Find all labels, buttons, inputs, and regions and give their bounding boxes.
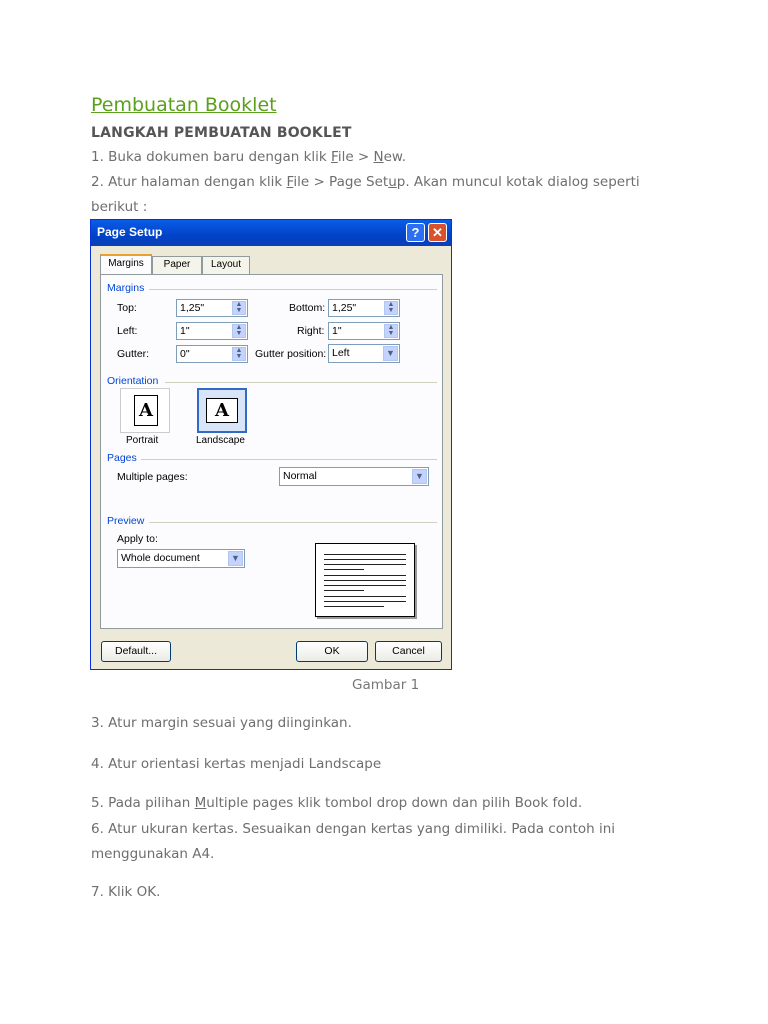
- landscape-label: Landscape: [196, 435, 245, 446]
- spinner-icon[interactable]: ▲ ▼: [232, 324, 246, 338]
- margins-divider: [149, 289, 437, 290]
- pages-group-label: Pages: [107, 452, 137, 464]
- preview-line: [324, 554, 406, 555]
- step-7: 7. Klik OK.: [91, 884, 161, 900]
- gutter-label: Gutter:: [117, 348, 150, 360]
- multiple-pages-label: Multiple pages:: [117, 471, 188, 483]
- preview-divider: [149, 522, 437, 523]
- default-button[interactable]: Default...: [101, 641, 171, 662]
- preview-line: [324, 569, 364, 570]
- preview-line: [324, 580, 406, 581]
- tab-layout[interactable]: Layout: [202, 256, 250, 274]
- multiple-pages-select[interactable]: Normal ▼: [279, 467, 429, 486]
- spinner-icon[interactable]: ▲ ▼: [232, 301, 246, 315]
- right-label: Right:: [297, 325, 325, 337]
- tab-margins[interactable]: Margins: [100, 254, 152, 275]
- preview-line: [324, 601, 406, 602]
- apply-to-select[interactable]: Whole document ▼: [117, 549, 245, 568]
- left-input[interactable]: 1" ▲ ▼: [176, 322, 248, 340]
- step-6: 6. Atur ukuran kertas. Sesuaikan dengan kertas yang dimiliki. Pada contoh ini menggunakan A4.: [91, 821, 616, 862]
- article-subheading: LANGKAH PEMBUATAN BOOKLET: [91, 125, 352, 141]
- portrait-option[interactable]: [120, 388, 170, 433]
- apply-to-label: Apply to:: [117, 533, 158, 545]
- close-icon[interactable]: ✕: [428, 223, 447, 242]
- ok-button[interactable]: OK: [296, 641, 368, 662]
- preview-line: [324, 585, 406, 586]
- preview-line: [324, 596, 406, 597]
- step-3: 3. Atur margin sesuai yang diinginkan.: [91, 715, 352, 731]
- right-input[interactable]: 1" ▲ ▼: [328, 322, 400, 340]
- dialog-titlebar: [91, 220, 451, 246]
- preview-group-label: Preview: [107, 515, 145, 527]
- orientation-divider: [165, 382, 437, 383]
- tab-paper[interactable]: Paper: [152, 256, 202, 274]
- spinner-icon[interactable]: ▲ ▼: [384, 301, 398, 315]
- gutter-position-label: Gutter position:: [255, 348, 327, 360]
- preview-line: [324, 606, 384, 607]
- chevron-down-icon[interactable]: ▼: [383, 346, 398, 361]
- gutter-input[interactable]: 0" ▲ ▼: [176, 345, 248, 363]
- step-5: 5. Pada pilihan Multiple pages klik tombol drop down dan pilih Book fold.: [91, 795, 583, 811]
- chevron-down-icon[interactable]: ▼: [412, 469, 427, 484]
- figure-caption: Gambar 1: [352, 677, 420, 693]
- landscape-option[interactable]: [197, 388, 247, 433]
- step-1: 1. Buka dokumen baru dengan klik File > New.: [91, 149, 407, 165]
- orientation-group-label: Orientation: [107, 375, 159, 387]
- page-setup-dialog: [90, 219, 452, 670]
- landscape-page-icon: A: [206, 398, 238, 423]
- pages-divider: [141, 459, 437, 460]
- top-input[interactable]: 1,25" ▲ ▼: [176, 299, 248, 317]
- chevron-down-icon[interactable]: ▼: [228, 551, 243, 566]
- spinner-icon[interactable]: ▲ ▼: [232, 347, 246, 361]
- portrait-page-icon: A: [134, 395, 158, 426]
- preview-thumbnail: [315, 543, 415, 617]
- cancel-button[interactable]: Cancel: [375, 641, 442, 662]
- step-2: 2. Atur halaman dengan klik File > Page Setup. Akan muncul kotak dialog seperti berikut :: [91, 174, 640, 215]
- help-icon[interactable]: ?: [406, 223, 425, 242]
- top-label: Top:: [117, 302, 137, 314]
- gutter-position-select[interactable]: Left ▼: [328, 344, 400, 363]
- margins-group-label: Margins: [107, 282, 145, 294]
- preview-line: [324, 559, 406, 560]
- step-4: 4. Atur orientasi kertas menjadi Landscape: [91, 756, 382, 772]
- preview-line: [324, 590, 364, 591]
- bottom-input[interactable]: 1,25" ▲ ▼: [328, 299, 400, 317]
- preview-line: [324, 564, 406, 565]
- dialog-title: Page Setup: [97, 225, 163, 239]
- spinner-icon[interactable]: ▲ ▼: [384, 324, 398, 338]
- left-label: Left:: [117, 325, 138, 337]
- portrait-label: Portrait: [126, 435, 159, 446]
- margins-panel: [100, 274, 443, 629]
- bottom-label: Bottom:: [289, 302, 326, 314]
- article-title[interactable]: Pembuatan Booklet: [91, 94, 277, 116]
- preview-line: [324, 575, 406, 576]
